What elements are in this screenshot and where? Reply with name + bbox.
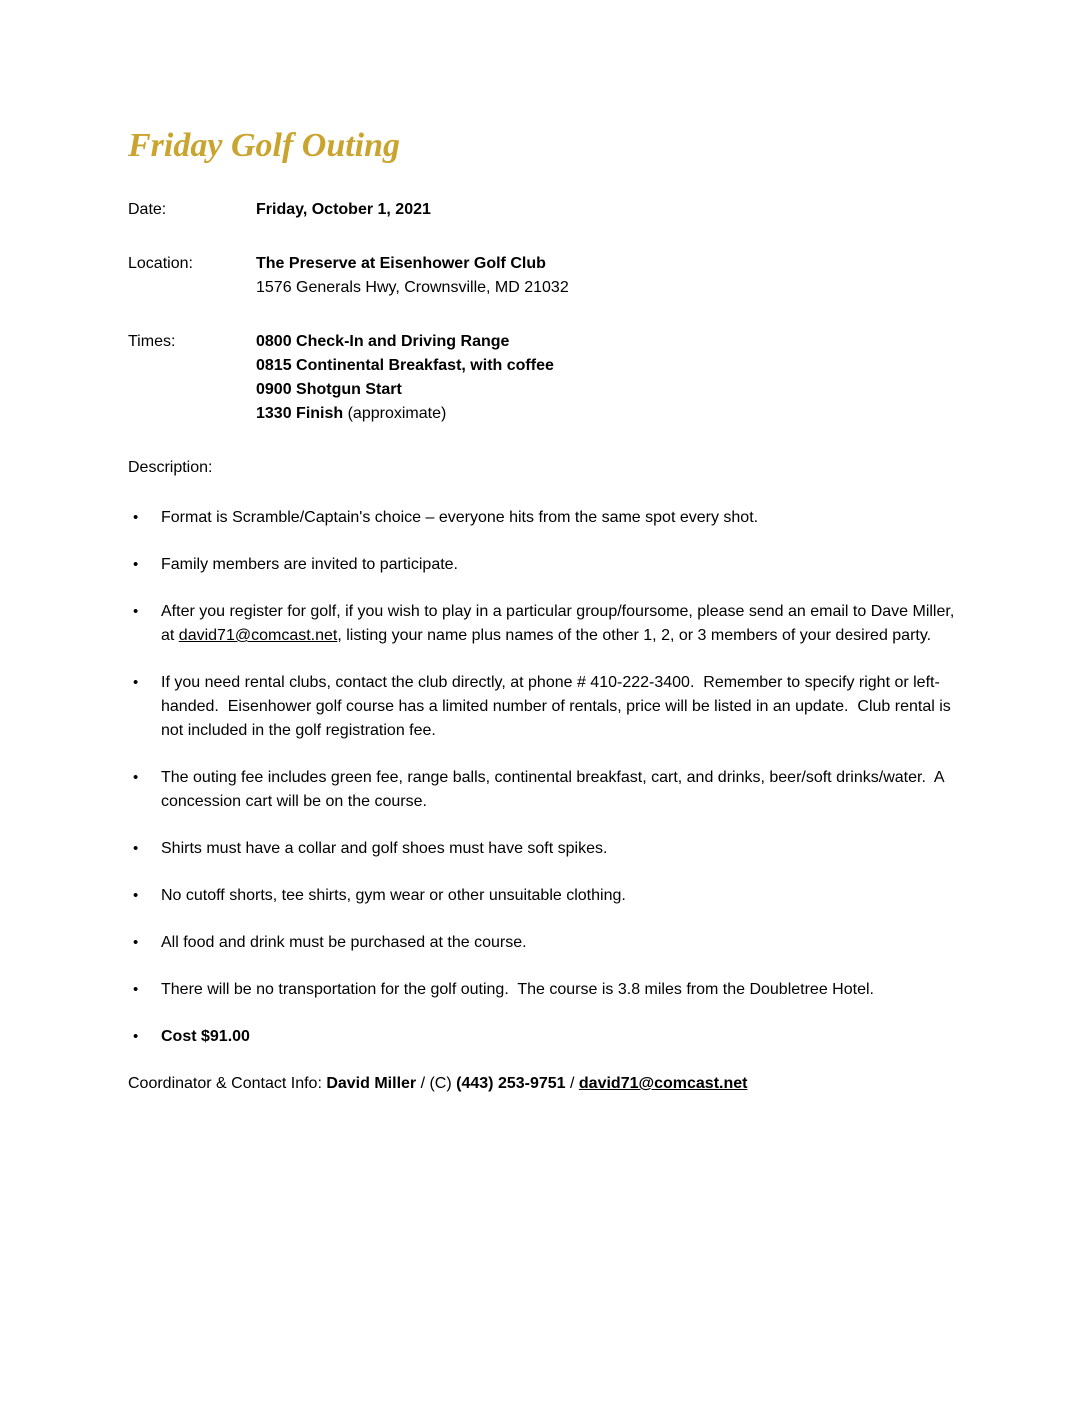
- bullet-icon: •: [133, 981, 139, 998]
- times-line-bold: 0900 Shotgun Start: [256, 381, 402, 398]
- times-line: [256, 354, 960, 378]
- times-line: [256, 330, 960, 354]
- list-item: [128, 884, 960, 908]
- times-line: [256, 378, 960, 402]
- times-line-bold: 1330 Finish: [256, 405, 344, 422]
- description-heading: Description:: [128, 459, 213, 476]
- times-line-bold: 0815 Continental Breakfast, with coffee: [256, 357, 554, 374]
- list-item: [128, 506, 960, 530]
- contact-phone: (443) 253-9751: [456, 1075, 566, 1092]
- bullet-icon: •: [133, 887, 139, 904]
- date-row: [128, 198, 960, 222]
- times-line-bold: 0800 Check-In and Driving Range: [256, 333, 510, 350]
- contact-separator: /: [565, 1075, 579, 1092]
- contact-separator: / (C): [416, 1075, 457, 1092]
- page-title: Friday Golf Outing: [128, 127, 401, 164]
- bullet-text: Format is Scramble/Captain's choice – everyone hits from the same spot every shot.: [161, 509, 759, 526]
- contact-prefix: Coordinator & Contact Info:: [128, 1075, 327, 1092]
- location-row: [128, 252, 960, 300]
- times-label: Times:: [128, 333, 176, 350]
- times-line-normal: (approximate): [343, 405, 447, 422]
- bullet-icon: •: [133, 1028, 139, 1045]
- email-link[interactable]: david71@comcast.net: [178, 627, 338, 644]
- bullet-text: [161, 600, 960, 648]
- list-item: [128, 600, 960, 648]
- contact-email-link[interactable]: david71@comcast.net: [578, 1075, 748, 1092]
- list-item: [128, 837, 960, 861]
- bullet-text: There will be no transportation for the golf outing. The course is 3.8 miles from the Doubletree Hotel.: [161, 981, 874, 998]
- bullet-icon: •: [133, 556, 139, 573]
- location-label: Location:: [128, 255, 193, 272]
- bullet-text: If you need rental clubs, contact the club directly, at phone # 410-222-3400. Remember to specify right or left-handed. Eisenhower golf course has a limited number of rentals, price will be listed in an update. Club rental is not included in the golf registration fee.: [161, 674, 956, 739]
- bullet-text: All food and drink must be purchased at the course.: [161, 934, 527, 951]
- location-name: The Preserve at Eisenhower Golf Club: [256, 255, 546, 272]
- list-item: [128, 671, 960, 743]
- date-value: Friday, October 1, 2021: [256, 201, 431, 218]
- bullet-icon: •: [133, 769, 139, 786]
- times-row: [128, 330, 960, 426]
- times-value: [256, 330, 960, 426]
- bullet-text: No cutoff shorts, tee shirts, gym wear or other unsuitable clothing.: [161, 887, 626, 904]
- description-bullet-list: [128, 506, 960, 1049]
- bullet-text: The outing fee includes green fee, range balls, continental breakfast, cart, and drinks, beer/soft drinks/water. A concession cart will be on the course.: [161, 769, 949, 810]
- list-item: [128, 553, 960, 577]
- date-label: Date:: [128, 201, 167, 218]
- times-line: [256, 402, 960, 426]
- bullet-icon: •: [133, 509, 139, 526]
- bullet-icon: •: [133, 603, 139, 620]
- bullet-icon: •: [133, 674, 139, 691]
- coordinator-name: David Miller: [326, 1075, 417, 1092]
- bullet-icon: •: [133, 934, 139, 951]
- location-value: [256, 252, 960, 300]
- location-address: 1576 Generals Hwy, Crownsville, MD 21032: [256, 279, 569, 296]
- coordinator-contact-line: [128, 1072, 960, 1096]
- list-item: [128, 1025, 960, 1049]
- bullet-text-post: , listing your name plus names of the other 1, 2, or 3 members of your desired party.: [337, 627, 932, 644]
- bullet-text-pre: After you register for golf, if you wish to play in a particular group/foursome, please send an email to Dave Miller, at: [161, 603, 959, 644]
- list-item: [128, 931, 960, 955]
- list-item: [128, 978, 960, 1002]
- bullet-text: Shirts must have a collar and golf shoes must have soft spikes.: [161, 840, 608, 857]
- bullet-icon: •: [133, 840, 139, 857]
- list-item: [128, 766, 960, 814]
- bullet-text: Family members are invited to participate.: [161, 556, 458, 573]
- bullet-text-cost: Cost $91.00: [161, 1028, 250, 1045]
